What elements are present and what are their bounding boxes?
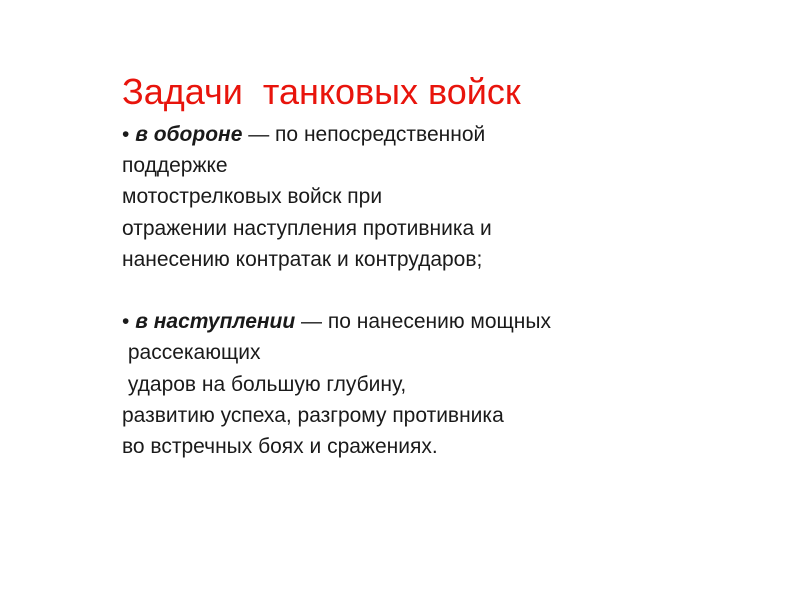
slide-title: Задачи танковых войск xyxy=(122,71,521,112)
defense-keyword: в обороне xyxy=(135,123,243,146)
paragraph-spacer xyxy=(122,275,782,306)
offense-line-text: во встречных боях и сражениях. xyxy=(122,434,438,458)
offense-line-text: рассекающих xyxy=(122,341,261,365)
defense-line-text: — по непосредственной xyxy=(242,123,486,146)
defense-line-text: нанесению контратак и контрударов; xyxy=(122,247,483,271)
offense-first-line xyxy=(122,306,782,337)
defense-bullet: • xyxy=(122,123,136,146)
offense-line-text: ударов на большую глубину, xyxy=(122,372,407,396)
offense-bullet: • xyxy=(122,310,136,334)
defense-line-text: отражении наступления противника и xyxy=(122,216,492,240)
defense-line-text: поддержке xyxy=(122,154,228,178)
offense-keyword: в наступлении xyxy=(135,310,296,334)
defense-line-text: мотострелковых войск при xyxy=(122,185,383,209)
slide-body xyxy=(122,119,782,462)
defense-first-line xyxy=(122,119,782,150)
offense-line-text: — по нанесению мощных xyxy=(295,310,552,334)
offense-line-text: развитию успеха, разгрому противника xyxy=(122,403,504,427)
